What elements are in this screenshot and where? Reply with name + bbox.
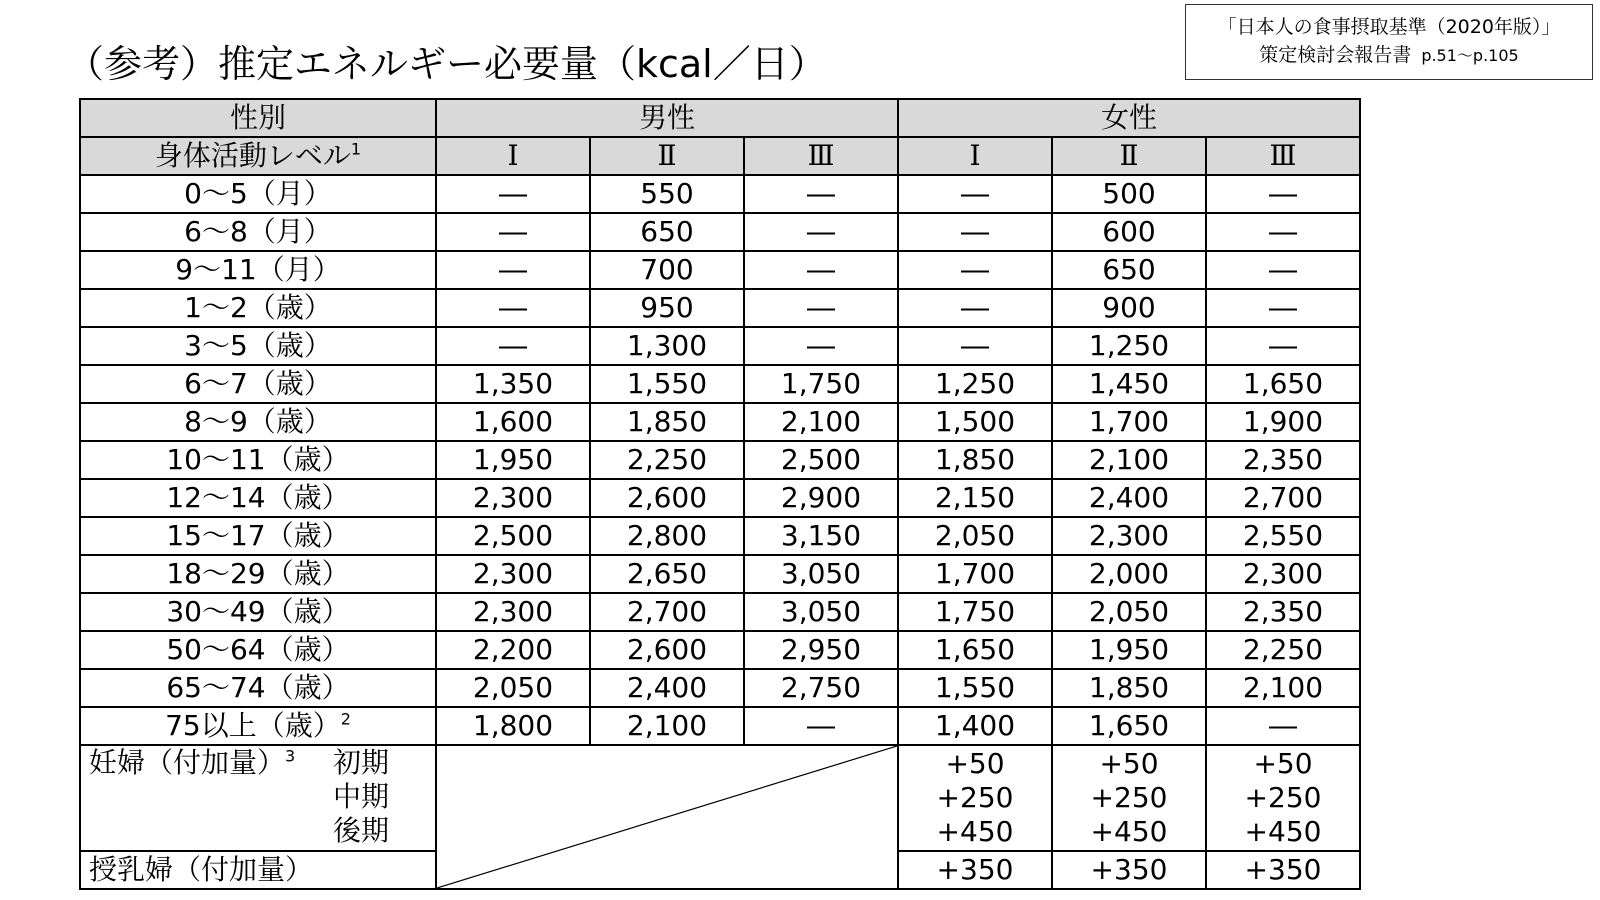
male-value-cell: 1,550 bbox=[590, 365, 744, 403]
age-group-cell: 3～5（歳） bbox=[80, 327, 436, 365]
male-value-cell: 700 bbox=[590, 251, 744, 289]
footnote-mark: 2 bbox=[340, 709, 351, 729]
female-value-cell: 2,350 bbox=[1206, 441, 1360, 479]
female-value-cell: ― bbox=[898, 289, 1052, 327]
male-value-cell: 2,200 bbox=[436, 631, 590, 669]
table-row bbox=[80, 707, 1360, 745]
pregnancy-stage-label: 中期 bbox=[332, 780, 389, 813]
male-value-cell: 1,800 bbox=[436, 707, 590, 745]
male-value-cell: 2,050 bbox=[436, 669, 590, 707]
female-value-cell: 900 bbox=[1052, 289, 1206, 327]
table-row bbox=[80, 669, 1360, 707]
male-value-cell: 3,150 bbox=[744, 517, 898, 555]
male-value-cell: 1,850 bbox=[590, 403, 744, 441]
table-row bbox=[80, 289, 1360, 327]
female-value-cell: 1,400 bbox=[898, 707, 1052, 745]
female-value-cell: 2,250 bbox=[1206, 631, 1360, 669]
pregnant-value-cell bbox=[898, 745, 1052, 851]
male-not-applicable-area bbox=[436, 745, 898, 889]
female-value-cell: ― bbox=[898, 327, 1052, 365]
female-value-cell: 1,700 bbox=[898, 555, 1052, 593]
male-value-cell: 2,950 bbox=[744, 631, 898, 669]
pregnant-value-cell bbox=[1052, 745, 1206, 851]
source-reference-box bbox=[1185, 4, 1593, 80]
female-value-cell: 2,400 bbox=[1052, 479, 1206, 517]
age-group-cell: 6～7（歳） bbox=[80, 365, 436, 403]
male-value-cell: 650 bbox=[590, 213, 744, 251]
lactating-value-cell: +350 bbox=[1206, 851, 1360, 889]
table-row bbox=[80, 593, 1360, 631]
male-value-cell: ― bbox=[436, 213, 590, 251]
female-value-cell: 1,750 bbox=[898, 593, 1052, 631]
pregnant-value-cell bbox=[1206, 745, 1360, 851]
female-value-cell: 2,000 bbox=[1052, 555, 1206, 593]
footnote-mark: 3 bbox=[285, 746, 296, 766]
female-value-cell: 2,100 bbox=[1052, 441, 1206, 479]
female-value-cell: 1,900 bbox=[1206, 403, 1360, 441]
pregnancy-stage-label: 後期 bbox=[332, 814, 389, 847]
male-value-cell: 2,900 bbox=[744, 479, 898, 517]
table-row bbox=[80, 213, 1360, 251]
source-line-2 bbox=[1186, 41, 1592, 70]
female-value-cell: 2,100 bbox=[1206, 669, 1360, 707]
age-group-cell: 65～74（歳） bbox=[80, 669, 436, 707]
male-value-cell: ― bbox=[744, 251, 898, 289]
female-value-cell: 1,650 bbox=[1206, 365, 1360, 403]
male-value-cell: 3,050 bbox=[744, 555, 898, 593]
age-group-cell: 8～9（歳） bbox=[80, 403, 436, 441]
source-pages: p.51～p.105 bbox=[1421, 46, 1519, 65]
header-row-sex bbox=[80, 99, 1360, 137]
pregnant-value: +250 bbox=[1244, 781, 1322, 814]
female-level-1: Ⅰ bbox=[898, 137, 1052, 175]
male-value-cell: 1,600 bbox=[436, 403, 590, 441]
pregnant-value: +50 bbox=[945, 747, 1005, 780]
age-group-cell: 10～11（歳） bbox=[80, 441, 436, 479]
diagonal-line bbox=[437, 746, 897, 888]
female-value-cell: 2,550 bbox=[1206, 517, 1360, 555]
age-group-cell: 12～14（歳） bbox=[80, 479, 436, 517]
female-value-cell: 1,250 bbox=[1052, 327, 1206, 365]
male-value-cell: ― bbox=[436, 289, 590, 327]
female-value-cell: 2,350 bbox=[1206, 593, 1360, 631]
male-level-3: Ⅲ bbox=[744, 137, 898, 175]
pregnant-label-text: 妊婦（付加量） bbox=[89, 746, 286, 779]
header-male: 男性 bbox=[436, 99, 898, 137]
male-value-cell: 1,950 bbox=[436, 441, 590, 479]
age-group-cell: 1～2（歳） bbox=[80, 289, 436, 327]
male-value-cell: 2,500 bbox=[436, 517, 590, 555]
age-group-cell: 15～17（歳） bbox=[80, 517, 436, 555]
male-level-2: Ⅱ bbox=[590, 137, 744, 175]
female-value-cell: 2,700 bbox=[1206, 479, 1360, 517]
female-value-cell: 1,850 bbox=[898, 441, 1052, 479]
male-value-cell: 550 bbox=[590, 175, 744, 213]
male-value-cell: 2,800 bbox=[590, 517, 744, 555]
female-value-cell: ― bbox=[1206, 213, 1360, 251]
age-group-cell: 18～29（歳） bbox=[80, 555, 436, 593]
male-value-cell: ― bbox=[436, 251, 590, 289]
male-value-cell: 2,600 bbox=[590, 631, 744, 669]
pregnant-label bbox=[89, 746, 435, 850]
female-value-cell: 2,300 bbox=[1206, 555, 1360, 593]
table-row bbox=[80, 403, 1360, 441]
male-value-cell: 1,350 bbox=[436, 365, 590, 403]
female-value-cell: 1,550 bbox=[898, 669, 1052, 707]
table-row bbox=[80, 365, 1360, 403]
pregnant-value: +450 bbox=[1244, 815, 1322, 848]
female-value-cell: 2,150 bbox=[898, 479, 1052, 517]
age-group-cell: 9～11（月） bbox=[80, 251, 436, 289]
pregnant-value: +50 bbox=[1253, 747, 1313, 780]
female-value-cell: 2,300 bbox=[1052, 517, 1206, 555]
male-value-cell: 2,500 bbox=[744, 441, 898, 479]
female-value-cell: 1,650 bbox=[1052, 707, 1206, 745]
male-value-cell: ― bbox=[744, 289, 898, 327]
male-value-cell: 2,600 bbox=[590, 479, 744, 517]
pregnancy-stage-label: 初期 bbox=[332, 746, 389, 779]
female-value-cell: 1,700 bbox=[1052, 403, 1206, 441]
female-level-2: Ⅱ bbox=[1052, 137, 1206, 175]
female-value-cell: 2,050 bbox=[898, 517, 1052, 555]
male-value-cell: ― bbox=[744, 707, 898, 745]
female-value-cell: ― bbox=[1206, 707, 1360, 745]
table-row bbox=[80, 479, 1360, 517]
female-value-cell: 1,650 bbox=[898, 631, 1052, 669]
male-value-cell: 2,750 bbox=[744, 669, 898, 707]
male-value-cell: 2,400 bbox=[590, 669, 744, 707]
female-value-cell: 1,850 bbox=[1052, 669, 1206, 707]
source-line-1: 「日本人の食事摂取基準（2020年版）」 bbox=[1217, 16, 1561, 38]
header-sex-label: 性別 bbox=[80, 99, 436, 137]
male-value-cell: ― bbox=[436, 327, 590, 365]
footnote-mark: 1 bbox=[350, 139, 362, 159]
female-value-cell: ― bbox=[898, 213, 1052, 251]
male-level-1: Ⅰ bbox=[436, 137, 590, 175]
pregnant-value: +450 bbox=[1090, 815, 1168, 848]
male-value-cell: ― bbox=[436, 175, 590, 213]
male-value-cell: 1,750 bbox=[744, 365, 898, 403]
female-value-cell: 600 bbox=[1052, 213, 1206, 251]
female-value-cell: ― bbox=[1206, 251, 1360, 289]
lactating-label-cell: 授乳婦（付加量） bbox=[80, 851, 436, 889]
pregnant-value: +250 bbox=[1090, 781, 1168, 814]
header-activity-label: 身体活動レベル$^1$ bbox=[80, 137, 436, 175]
female-value-cell: 1,250 bbox=[898, 365, 1052, 403]
male-value-cell: 1,300 bbox=[590, 327, 744, 365]
male-value-cell: 950 bbox=[590, 289, 744, 327]
male-value-cell: 3,050 bbox=[744, 593, 898, 631]
male-value-cell: 2,100 bbox=[590, 707, 744, 745]
female-value-cell: 1,450 bbox=[1052, 365, 1206, 403]
male-value-cell: ― bbox=[744, 175, 898, 213]
female-value-cell: 650 bbox=[1052, 251, 1206, 289]
age-group-cell: 75以上（歳）$^2$ bbox=[80, 707, 436, 745]
pregnant-value: +250 bbox=[936, 781, 1014, 814]
source-report-name: 策定検討会報告書 bbox=[1259, 44, 1412, 66]
male-value-cell: 2,700 bbox=[590, 593, 744, 631]
lactating-value-cell: +350 bbox=[1052, 851, 1206, 889]
table-row bbox=[80, 175, 1360, 213]
female-value-cell: 500 bbox=[1052, 175, 1206, 213]
header-row-activity bbox=[80, 137, 1360, 175]
female-value-cell: 2,050 bbox=[1052, 593, 1206, 631]
male-value-cell: 2,650 bbox=[590, 555, 744, 593]
age-group-cell: 50～64（歳） bbox=[80, 631, 436, 669]
female-value-cell: ― bbox=[898, 175, 1052, 213]
table-row bbox=[80, 441, 1360, 479]
pregnant-value: +50 bbox=[1099, 747, 1159, 780]
female-value-cell: ― bbox=[1206, 289, 1360, 327]
pregnant-value: +450 bbox=[936, 815, 1014, 848]
table-row bbox=[80, 327, 1360, 365]
female-value-cell: ― bbox=[1206, 175, 1360, 213]
header-female: 女性 bbox=[898, 99, 1360, 137]
lactating-value-cell: +350 bbox=[898, 851, 1052, 889]
male-value-cell: ― bbox=[744, 213, 898, 251]
male-value-cell: 2,100 bbox=[744, 403, 898, 441]
table-row bbox=[80, 517, 1360, 555]
age-group-cell: 6～8（月） bbox=[80, 213, 436, 251]
table-row bbox=[80, 251, 1360, 289]
table-row bbox=[80, 555, 1360, 593]
female-value-cell: ― bbox=[1206, 327, 1360, 365]
pregnant-label-cell bbox=[80, 745, 436, 851]
male-value-cell: 2,300 bbox=[436, 555, 590, 593]
female-value-cell: 1,950 bbox=[1052, 631, 1206, 669]
energy-requirement-table bbox=[79, 98, 1361, 890]
pregnancy-stages bbox=[333, 746, 389, 848]
male-value-cell: ― bbox=[744, 327, 898, 365]
female-level-3: Ⅲ bbox=[1206, 137, 1360, 175]
female-value-cell: ― bbox=[898, 251, 1052, 289]
male-value-cell: 2,250 bbox=[590, 441, 744, 479]
age-group-cell: 30～49（歳） bbox=[80, 593, 436, 631]
male-value-cell: 2,300 bbox=[436, 479, 590, 517]
age-group-cell: 0～5（月） bbox=[80, 175, 436, 213]
pregnant-row bbox=[80, 745, 1360, 851]
page-title: （参考）推定エネルギー必要量（kcal／日） bbox=[66, 42, 827, 86]
male-value-cell: 2,300 bbox=[436, 593, 590, 631]
table-row bbox=[80, 631, 1360, 669]
female-value-cell: 1,500 bbox=[898, 403, 1052, 441]
